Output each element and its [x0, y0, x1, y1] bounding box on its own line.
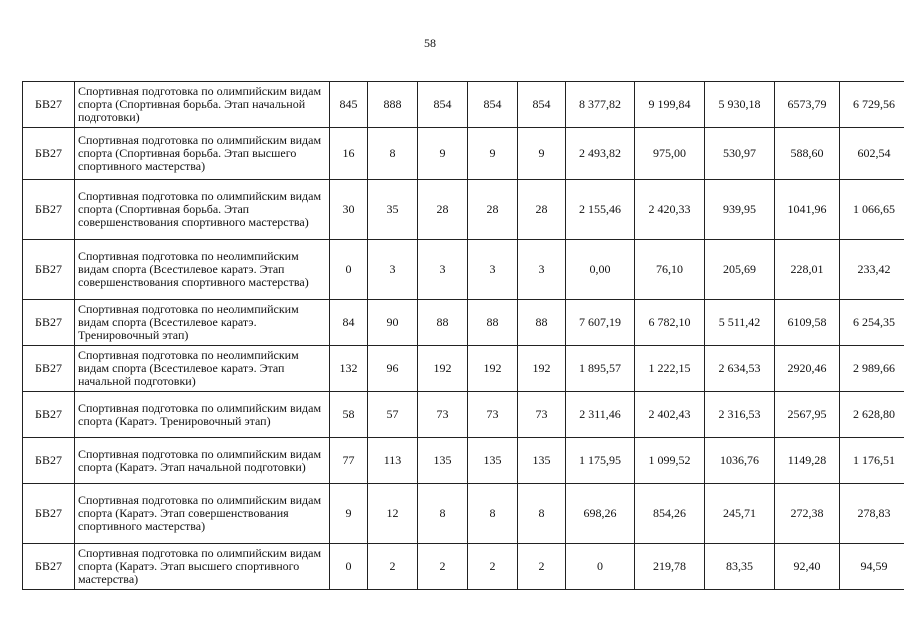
row-value: 2 155,46 [566, 180, 635, 240]
row-code: БВ27 [23, 438, 75, 484]
row-value: 6 782,10 [635, 300, 705, 346]
row-value: 3 [518, 240, 566, 300]
table-row [23, 240, 904, 300]
table-row [23, 438, 904, 484]
row-value: 30 [330, 180, 368, 240]
row-value: 6 729,56 [840, 82, 904, 128]
table-row [23, 82, 904, 128]
row-value: 88 [468, 300, 518, 346]
row-value: 84 [330, 300, 368, 346]
row-value: 192 [468, 346, 518, 392]
row-value: 2 311,46 [566, 392, 635, 438]
row-value: 602,54 [840, 128, 904, 180]
row-value: 8 [468, 484, 518, 544]
row-value: 28 [468, 180, 518, 240]
row-value: 9 [418, 128, 468, 180]
row-value: 135 [518, 438, 566, 484]
row-value: 5 511,42 [705, 300, 775, 346]
data-table [22, 81, 904, 590]
row-value: 8 377,82 [566, 82, 635, 128]
row-value: 278,83 [840, 484, 904, 544]
row-value: 1 222,15 [635, 346, 705, 392]
row-value: 2 [468, 544, 518, 590]
row-value: 939,95 [705, 180, 775, 240]
row-value: 2 [418, 544, 468, 590]
row-value: 2 [368, 544, 418, 590]
row-value: 9 [468, 128, 518, 180]
row-value: 2920,46 [775, 346, 840, 392]
row-value: 192 [418, 346, 468, 392]
row-name: Спортивная подготовка по неолимпийским видам спорта (Всестилевое каратэ. Этап совершенствования спортивного мастерства) [75, 240, 330, 300]
row-name: Спортивная подготовка по неолимпийским видам спорта (Всестилевое каратэ. Тренировочный этап) [75, 300, 330, 346]
row-value: 6573,79 [775, 82, 840, 128]
row-value: 1 895,57 [566, 346, 635, 392]
row-value: 35 [368, 180, 418, 240]
row-value: 88 [418, 300, 468, 346]
row-value: 1149,28 [775, 438, 840, 484]
row-code: БВ27 [23, 544, 75, 590]
row-code: БВ27 [23, 82, 75, 128]
row-value: 28 [418, 180, 468, 240]
row-value: 1 175,95 [566, 438, 635, 484]
row-name: Спортивная подготовка по олимпийским видам спорта (Спортивная борьба. Этап совершенствования спортивного мастерства) [75, 180, 330, 240]
row-code: БВ27 [23, 180, 75, 240]
row-value: 2 989,66 [840, 346, 904, 392]
row-value: 57 [368, 392, 418, 438]
row-value: 228,01 [775, 240, 840, 300]
row-value: 2 402,43 [635, 392, 705, 438]
row-value: 77 [330, 438, 368, 484]
row-value: 219,78 [635, 544, 705, 590]
table-row [23, 128, 904, 180]
row-value: 854,26 [635, 484, 705, 544]
table-row [23, 300, 904, 346]
row-code: БВ27 [23, 392, 75, 438]
row-value: 28 [518, 180, 566, 240]
row-value: 92,40 [775, 544, 840, 590]
row-value: 3 [418, 240, 468, 300]
row-name: Спортивная подготовка по олимпийским видам спорта (Каратэ. Этап начальной подготовки) [75, 438, 330, 484]
row-code: БВ27 [23, 484, 75, 544]
table-row [23, 484, 904, 544]
row-value: 3 [368, 240, 418, 300]
row-value: 16 [330, 128, 368, 180]
table-row [23, 180, 904, 240]
row-value: 58 [330, 392, 368, 438]
row-value: 245,71 [705, 484, 775, 544]
row-value: 96 [368, 346, 418, 392]
row-value: 0,00 [566, 240, 635, 300]
row-value: 94,59 [840, 544, 904, 590]
row-value: 7 607,19 [566, 300, 635, 346]
row-value: 0 [330, 240, 368, 300]
row-value: 8 [418, 484, 468, 544]
row-value: 0 [330, 544, 368, 590]
row-value: 698,26 [566, 484, 635, 544]
row-value: 1 176,51 [840, 438, 904, 484]
row-value: 233,42 [840, 240, 904, 300]
row-value: 205,69 [705, 240, 775, 300]
row-value: 73 [468, 392, 518, 438]
row-code: БВ27 [23, 128, 75, 180]
row-value: 132 [330, 346, 368, 392]
page-number: 58 [424, 36, 436, 50]
row-value: 192 [518, 346, 566, 392]
row-value: 76,10 [635, 240, 705, 300]
row-value: 845 [330, 82, 368, 128]
row-name: Спортивная подготовка по неолимпийским видам спорта (Всестилевое каратэ. Этап начальной подготовки) [75, 346, 330, 392]
row-value: 9 [518, 128, 566, 180]
row-value: 73 [418, 392, 468, 438]
row-name: Спортивная подготовка по олимпийским видам спорта (Каратэ. Тренировочный этап) [75, 392, 330, 438]
row-value: 12 [368, 484, 418, 544]
row-value: 2 634,53 [705, 346, 775, 392]
table-body [23, 82, 904, 590]
row-value: 975,00 [635, 128, 705, 180]
row-name: Спортивная подготовка по олимпийским видам спорта (Каратэ. Этап высшего спортивного мастерства) [75, 544, 330, 590]
row-value: 2 628,80 [840, 392, 904, 438]
row-name: Спортивная подготовка по олимпийским видам спорта (Спортивная борьба. Этап высшего спортивного мастерства) [75, 128, 330, 180]
row-value: 2 493,82 [566, 128, 635, 180]
row-value: 888 [368, 82, 418, 128]
row-value: 2567,95 [775, 392, 840, 438]
row-code: БВ27 [23, 346, 75, 392]
row-code: БВ27 [23, 240, 75, 300]
row-value: 854 [468, 82, 518, 128]
table-row [23, 544, 904, 590]
row-value: 854 [518, 82, 566, 128]
row-name: Спортивная подготовка по олимпийским видам спорта (Спортивная борьба. Этап начальной подготовки) [75, 82, 330, 128]
row-value: 8 [368, 128, 418, 180]
row-value: 83,35 [705, 544, 775, 590]
row-name: Спортивная подготовка по олимпийским видам спорта (Каратэ. Этап совершенствования спортивного мастерства) [75, 484, 330, 544]
row-value: 88 [518, 300, 566, 346]
row-value: 9 [330, 484, 368, 544]
row-value: 135 [468, 438, 518, 484]
table-row [23, 346, 904, 392]
row-value: 1 099,52 [635, 438, 705, 484]
row-value: 1 066,65 [840, 180, 904, 240]
row-value: 135 [418, 438, 468, 484]
row-value: 530,97 [705, 128, 775, 180]
row-value: 6 254,35 [840, 300, 904, 346]
row-value: 2 316,53 [705, 392, 775, 438]
row-value: 1041,96 [775, 180, 840, 240]
row-value: 9 199,84 [635, 82, 705, 128]
row-value: 90 [368, 300, 418, 346]
row-value: 5 930,18 [705, 82, 775, 128]
row-value: 1036,76 [705, 438, 775, 484]
row-code: БВ27 [23, 300, 75, 346]
row-value: 73 [518, 392, 566, 438]
row-value: 854 [418, 82, 468, 128]
row-value: 113 [368, 438, 418, 484]
row-value: 0 [566, 544, 635, 590]
row-value: 272,38 [775, 484, 840, 544]
row-value: 2 420,33 [635, 180, 705, 240]
row-value: 8 [518, 484, 566, 544]
row-value: 588,60 [775, 128, 840, 180]
row-value: 3 [468, 240, 518, 300]
row-value: 6109,58 [775, 300, 840, 346]
row-value: 2 [518, 544, 566, 590]
table-row [23, 392, 904, 438]
